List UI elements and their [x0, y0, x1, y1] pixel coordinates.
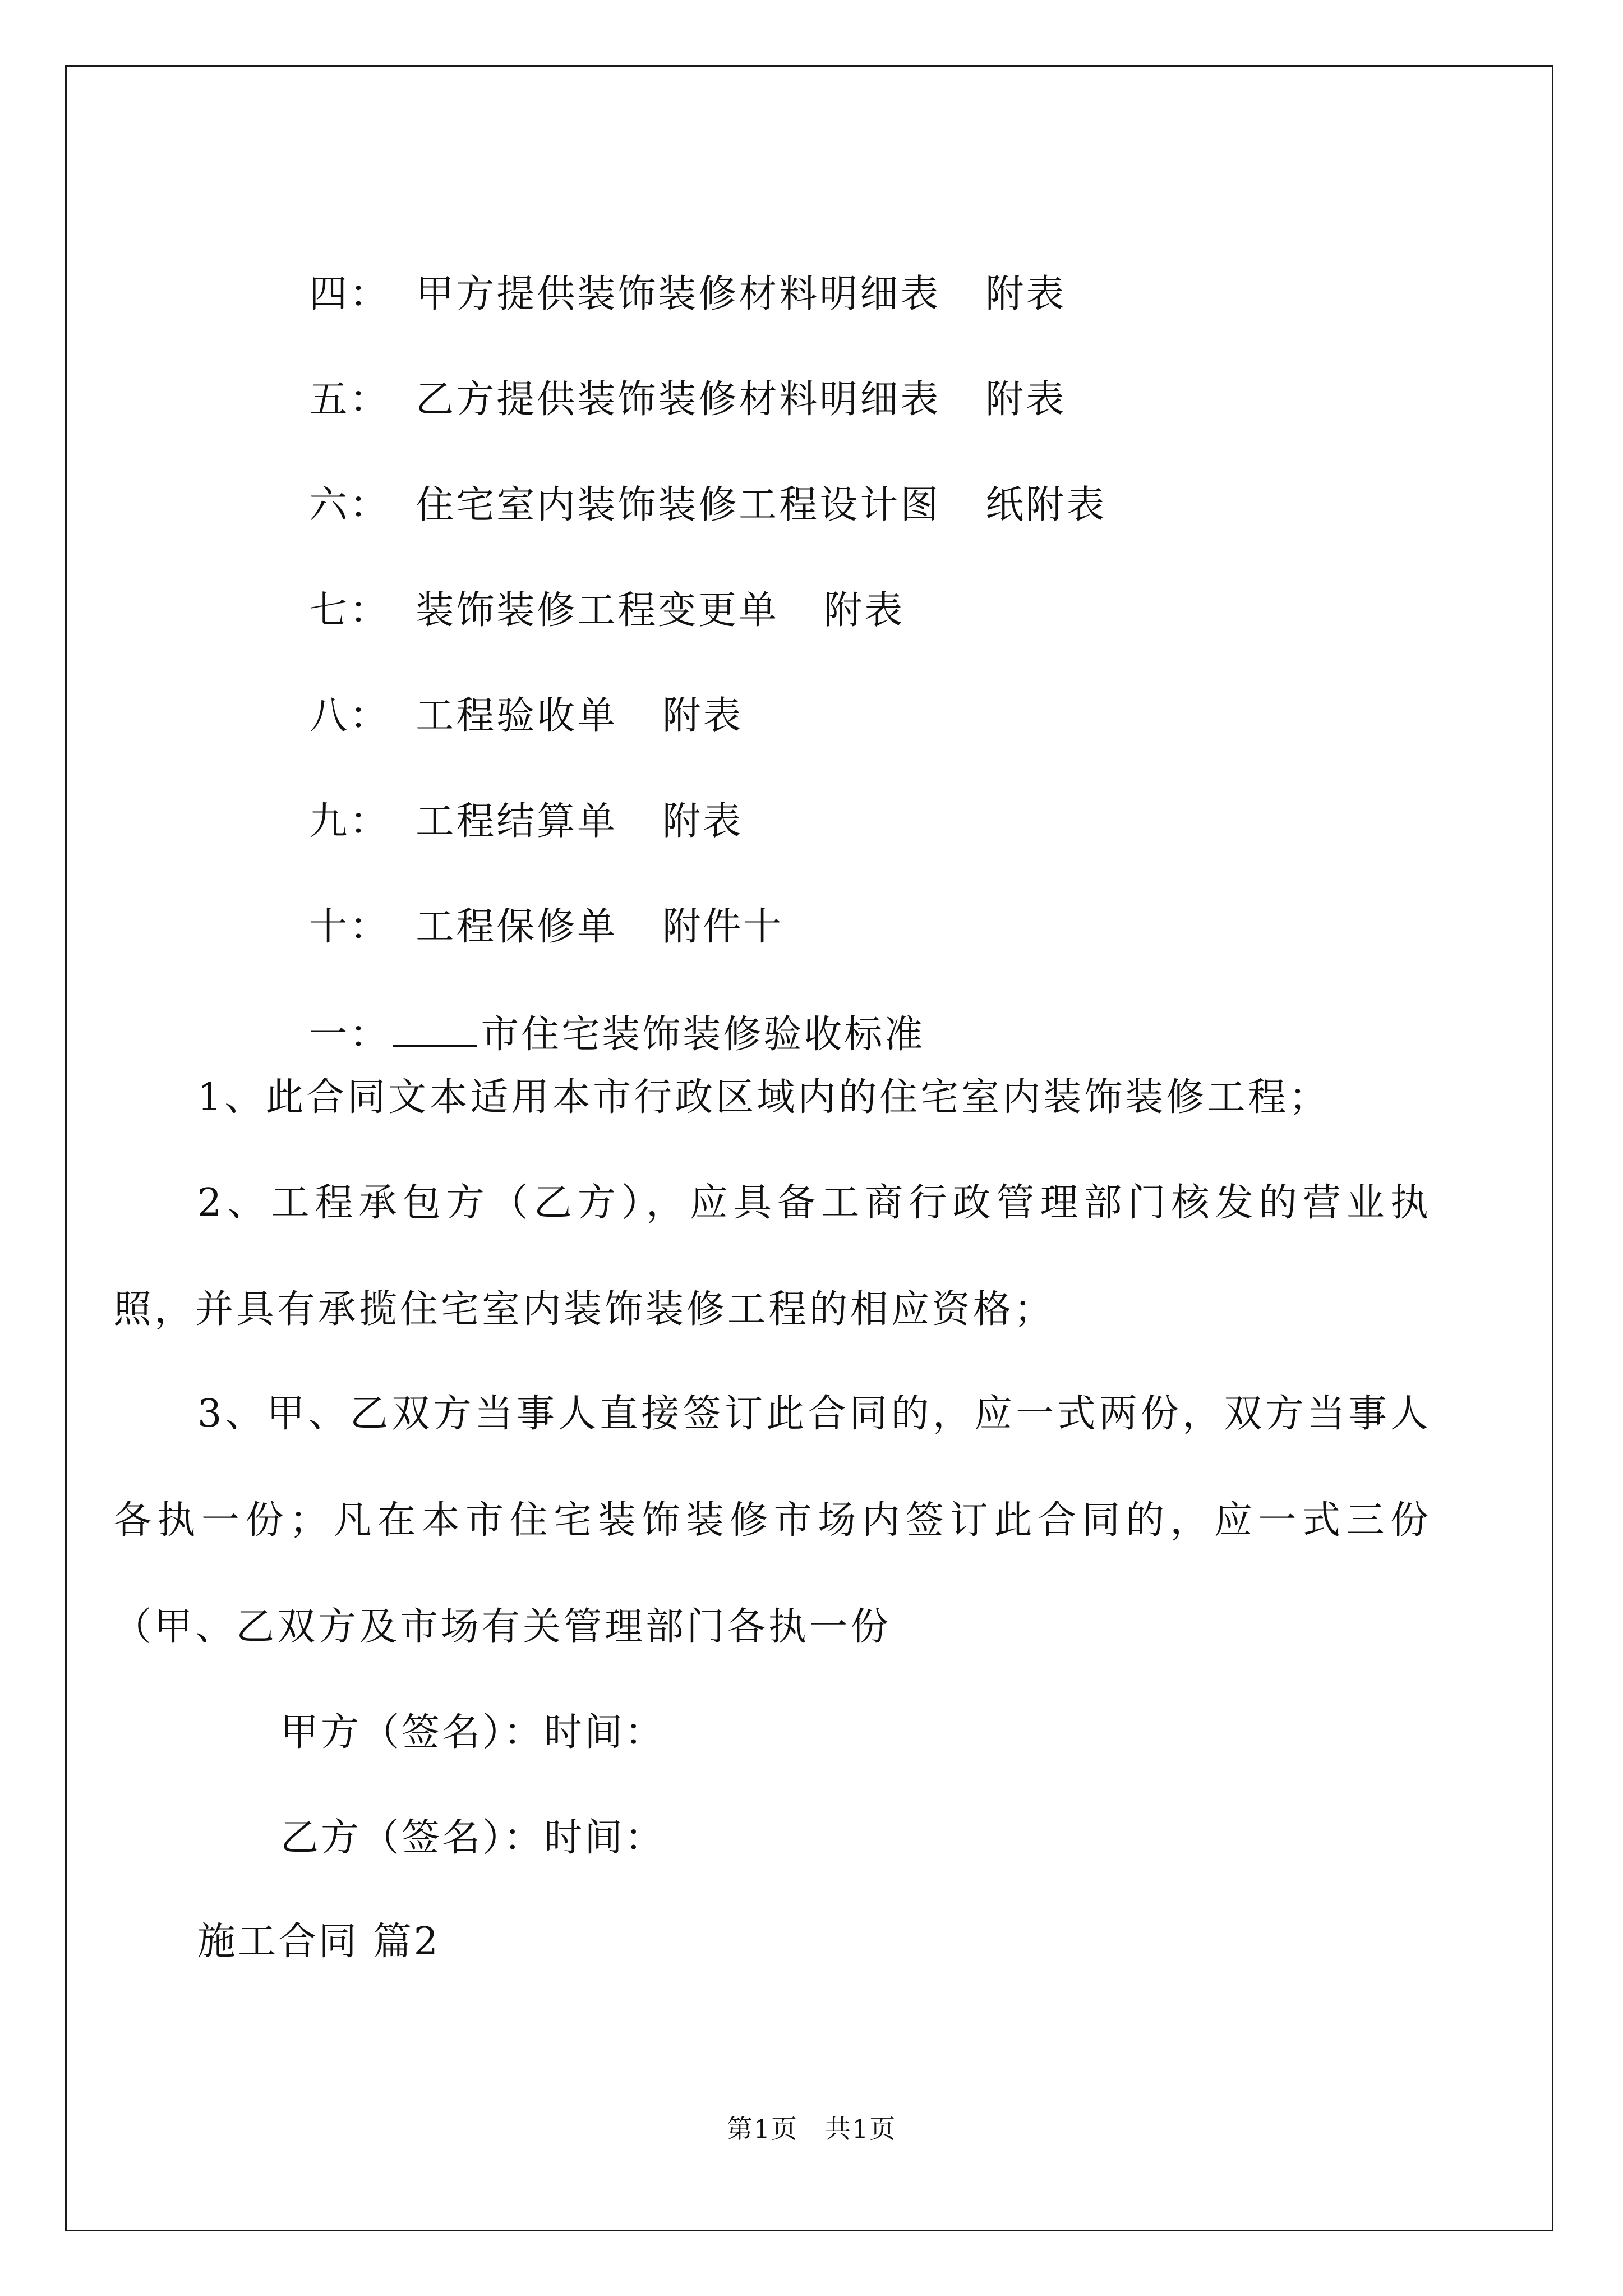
- annex-name: 工程验收单: [416, 694, 618, 738]
- blank-underline: [393, 1010, 477, 1047]
- annex-item: [280, 438, 1106, 528]
- annex-name: 工程保修单: [416, 905, 618, 949]
- annex-number: 六：: [309, 483, 390, 527]
- annex-item: [280, 544, 905, 633]
- annex-name: 甲方提供装饰装修材料明细表: [416, 272, 941, 316]
- annex-name: 乙方提供装饰装修材料明细表: [416, 378, 941, 422]
- clause-paragraph: [113, 1150, 1431, 1363]
- annex-ref: 附表: [985, 272, 1067, 316]
- annex-ref: 附表: [662, 799, 744, 844]
- section-heading: 施工合同 篇2: [197, 1920, 440, 1964]
- clause-text: 2、工程承包方（乙方），应具备工商行政管理部门核发的营业执照，并具有承揽住宅室内装饰装修工程的相应资格；: [113, 1181, 1431, 1332]
- standard-line: [280, 965, 925, 1057]
- annex-name: 工程结算单: [416, 799, 618, 844]
- annex-item: [280, 333, 1066, 422]
- annex-ref: 附件十: [662, 905, 784, 949]
- clause-paragraph: [113, 1361, 1431, 1681]
- annex-ref: 附表: [985, 378, 1067, 422]
- annex-number: 九：: [309, 799, 390, 844]
- party-a-signature: 甲方（签名）：时间：: [280, 1710, 666, 1755]
- clause-paragraph: [197, 1045, 1431, 1151]
- annex-ref: 附表: [824, 588, 905, 633]
- standard-prefix: 一：: [309, 1013, 390, 1057]
- page-footer: 第1页 共1页: [726, 2114, 897, 2144]
- annex-item: [280, 860, 783, 950]
- annex-name: 住宅室内装饰装修工程设计图: [416, 483, 941, 527]
- annex-number: 八：: [309, 694, 390, 738]
- annex-item: [280, 649, 743, 739]
- annex-name: 装饰装修工程变更单: [416, 588, 780, 633]
- clause-text: 1、此合同文本适用本市行政区域内的住宅室内装饰装修工程；: [197, 1075, 1330, 1120]
- annex-number: 七：: [309, 588, 390, 633]
- annex-item: [280, 227, 1066, 317]
- annex-item: [280, 754, 743, 844]
- clause-text: 3、甲、乙双方当事人直接签订此合同的，应一式两份，双方当事人各执一份；凡在本市住宅装饰装修市场内签订此合同的，应一式三份（甲、乙双方及市场有关管理部门各执一份: [113, 1392, 1431, 1649]
- annex-ref: 附表: [662, 694, 744, 738]
- standard-text: 市住宅装饰装修验收标准: [481, 1013, 925, 1057]
- annex-ref: 纸附表: [985, 483, 1107, 527]
- annex-number: 四：: [309, 272, 390, 316]
- party-b-signature: 乙方（签名）：时间：: [280, 1816, 666, 1860]
- annex-number: 十：: [309, 905, 390, 949]
- annex-number: 五：: [309, 378, 390, 422]
